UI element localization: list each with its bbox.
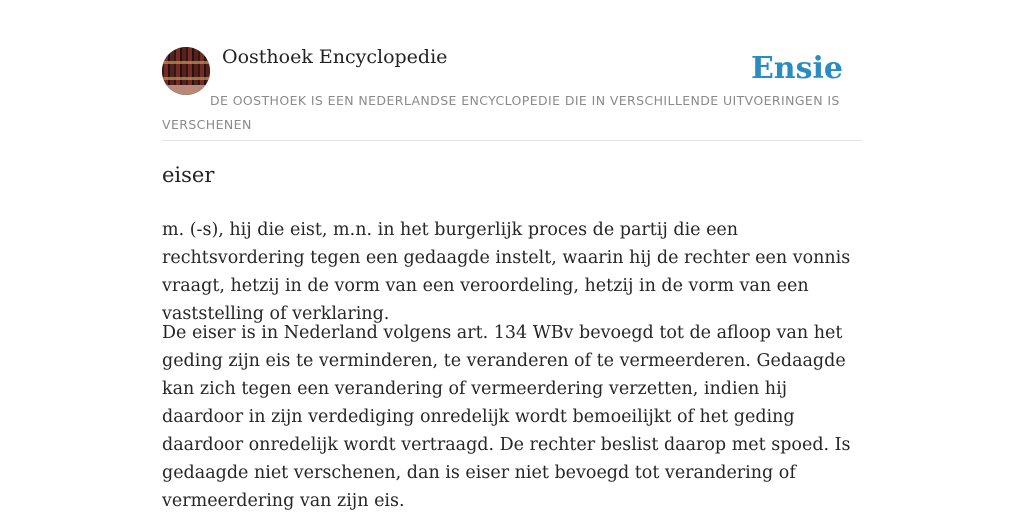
- article-title: eiser: [162, 163, 215, 187]
- site-name-link[interactable]: Oosthoek Encyclopedie: [222, 46, 448, 68]
- article-paragraph-2: De eiser is in Nederland volgens art. 134 WBv bevoegd tot de afloop van het geding zijn eis te verminderen, te veranderen of te vermeerderen. Gedaagde kan zich tegen een verandering of vermeerdering verzetten, indien hij daardoor in zijn verdediging onredelijk wordt bemoeilijkt of het geding daardoor onredelijk wordt vertraagd. De rechter beslist daarop met spoed. Is gedaagde niet verschenen, dan is eiser niet bevoegd tot verandering of vermeerdering van zijn eis.: [162, 323, 851, 511]
- page-container: [162, 0, 862, 511]
- article-paragraph-1: m. (-s), hij die eist, m.n. in het burgerlijk proces de partij die een rechtsvordering tegen een gedaagde instelt, waarin hij de rechter een vonnis vraagt, hetzij in de vorm van een veroordeling, hetzij in de vorm van een vaststelling of verklaring.: [162, 220, 851, 324]
- site-tagline: DE OOSTHOEK IS EEN NEDERLANDSE ENCYCLOPEDIE DIE IN VERSCHILLENDE UITVOERINGEN IS VERSCHENEN: [162, 93, 840, 132]
- ensie-logo-link[interactable]: Ensie: [750, 51, 843, 86]
- site-header: [162, 0, 862, 141]
- encyclopedia-avatar[interactable]: [162, 47, 210, 95]
